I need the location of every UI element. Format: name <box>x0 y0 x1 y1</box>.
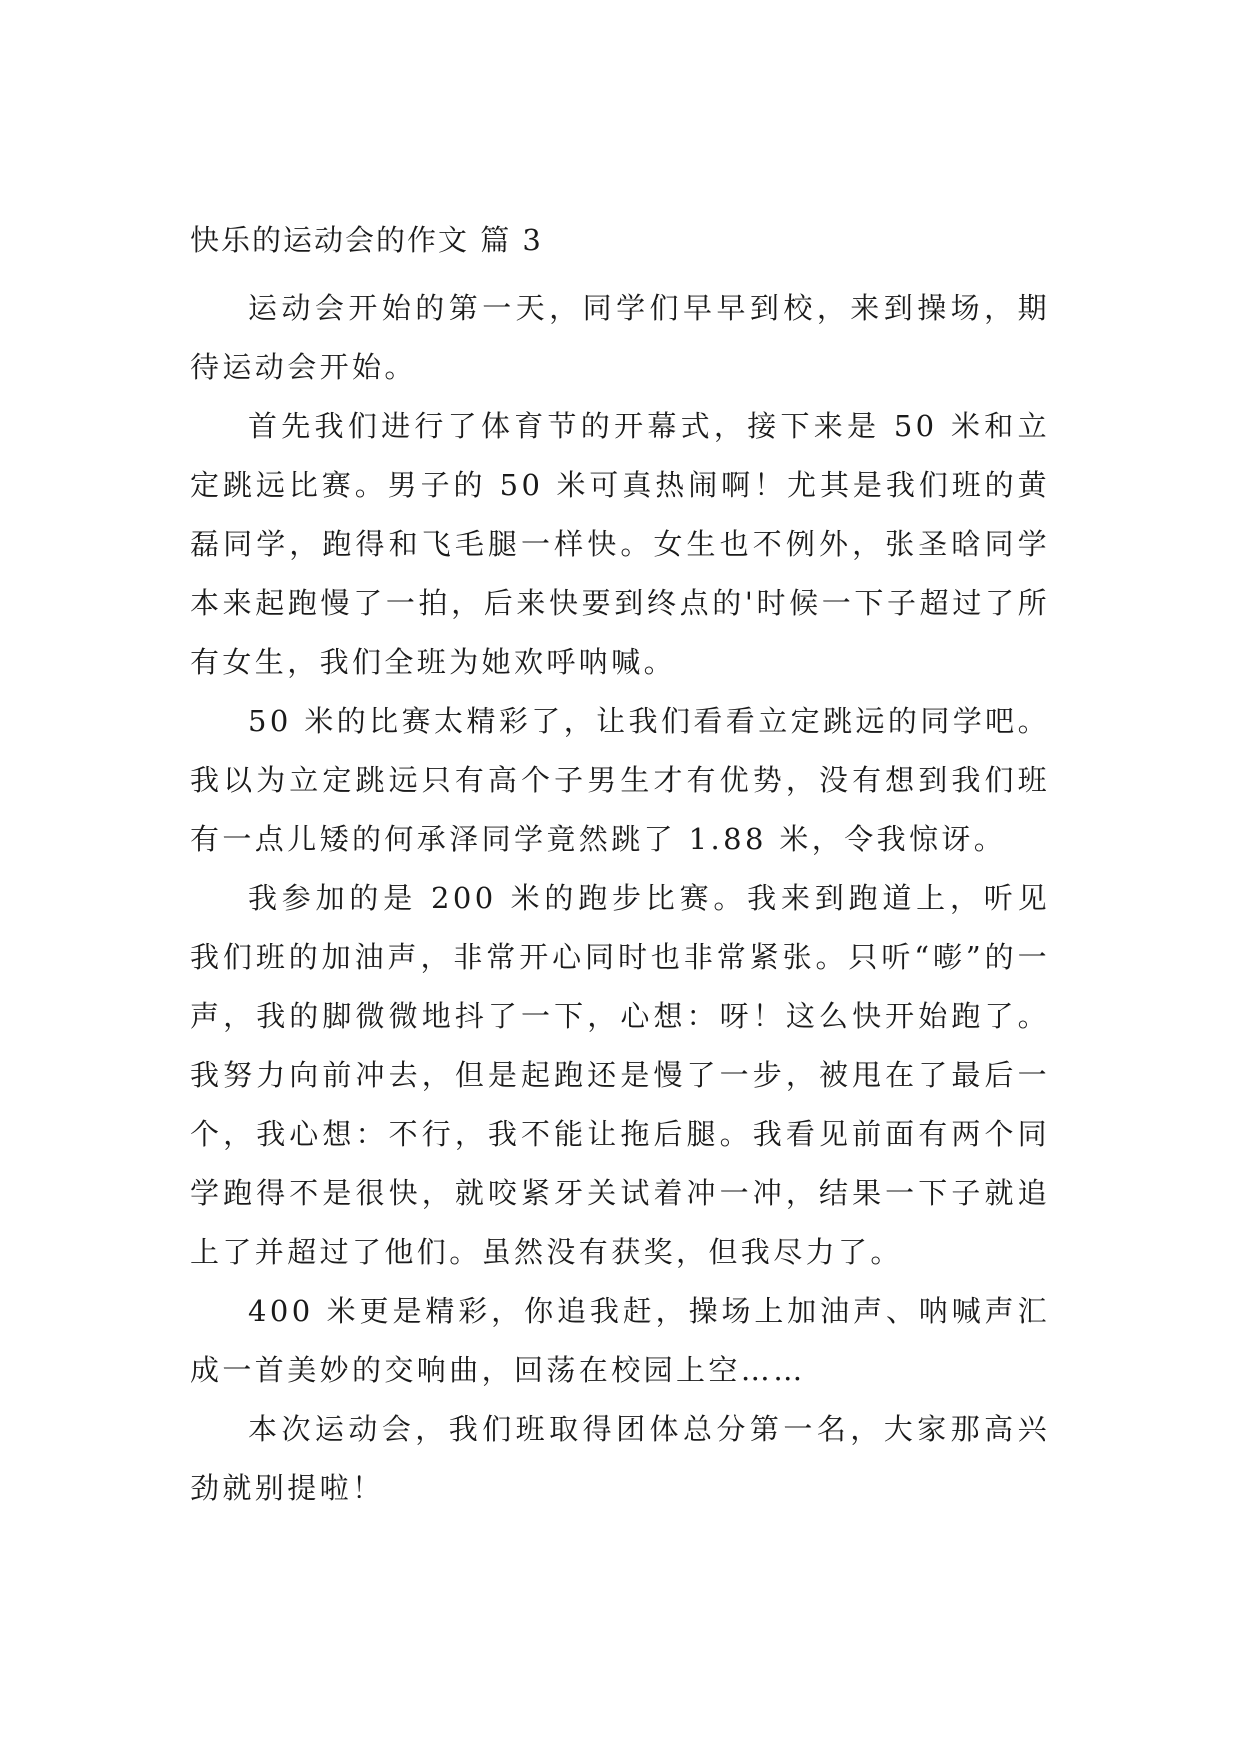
essay-title: 快乐的运动会的作文 篇 3 <box>190 223 543 257</box>
paragraph-3: 50 米的比赛太精彩了，让我们看看立定跳远的同学吧。我以为立定跳远只有高个子男生才有优势，没有想到我们班有一点儿矮的何承泽同学竟然跳了 1.88 米，令我惊讶。 <box>190 704 1050 856</box>
paragraph-5: 400 米更是精彩，你追我赶，操场上加油声、呐喊声汇成一首美妙的交响曲，回荡在校园上空…… <box>190 1294 1050 1387</box>
paragraph-6: 本次运动会，我们班取得团体总分第一名，大家那高兴劲就别提啦！ <box>190 1412 1050 1505</box>
paragraph-4: 我参加的是 200 米的跑步比赛。我来到跑道上，听见我们班的加油声，非常开心同时也非常紧张。只听“嘭”的一声，我的脚微微地抖了一下，心想：呀！这么快开始跑了。我努力向前冲去，但是起跑还是慢了一步，被甩在了最后一个，我心想：不行，我不能让拖后腿。我看见前面有两个同学跑得不是很快，就咬紧牙关试着冲一冲，结果一下子就追上了并超过了他们。虽然没有获奖，但我尽力了。 <box>190 881 1050 1269</box>
document-body <box>190 220 1050 1518</box>
paragraph-1: 运动会开始的第一天，同学们早早到校，来到操场，期待运动会开始。 <box>190 291 1050 384</box>
paragraph-2: 首先我们进行了体育节的开幕式，接下来是 50 米和立定跳远比赛。男子的 50 米可真热闹啊！尤其是我们班的黄磊同学，跑得和飞毛腿一样快。女生也不例外，张圣晗同学本来起跑慢了一拍，后来快要到终点的'时候一下子超过了所有女生，我们全班为她欢呼呐喊。 <box>190 409 1050 679</box>
